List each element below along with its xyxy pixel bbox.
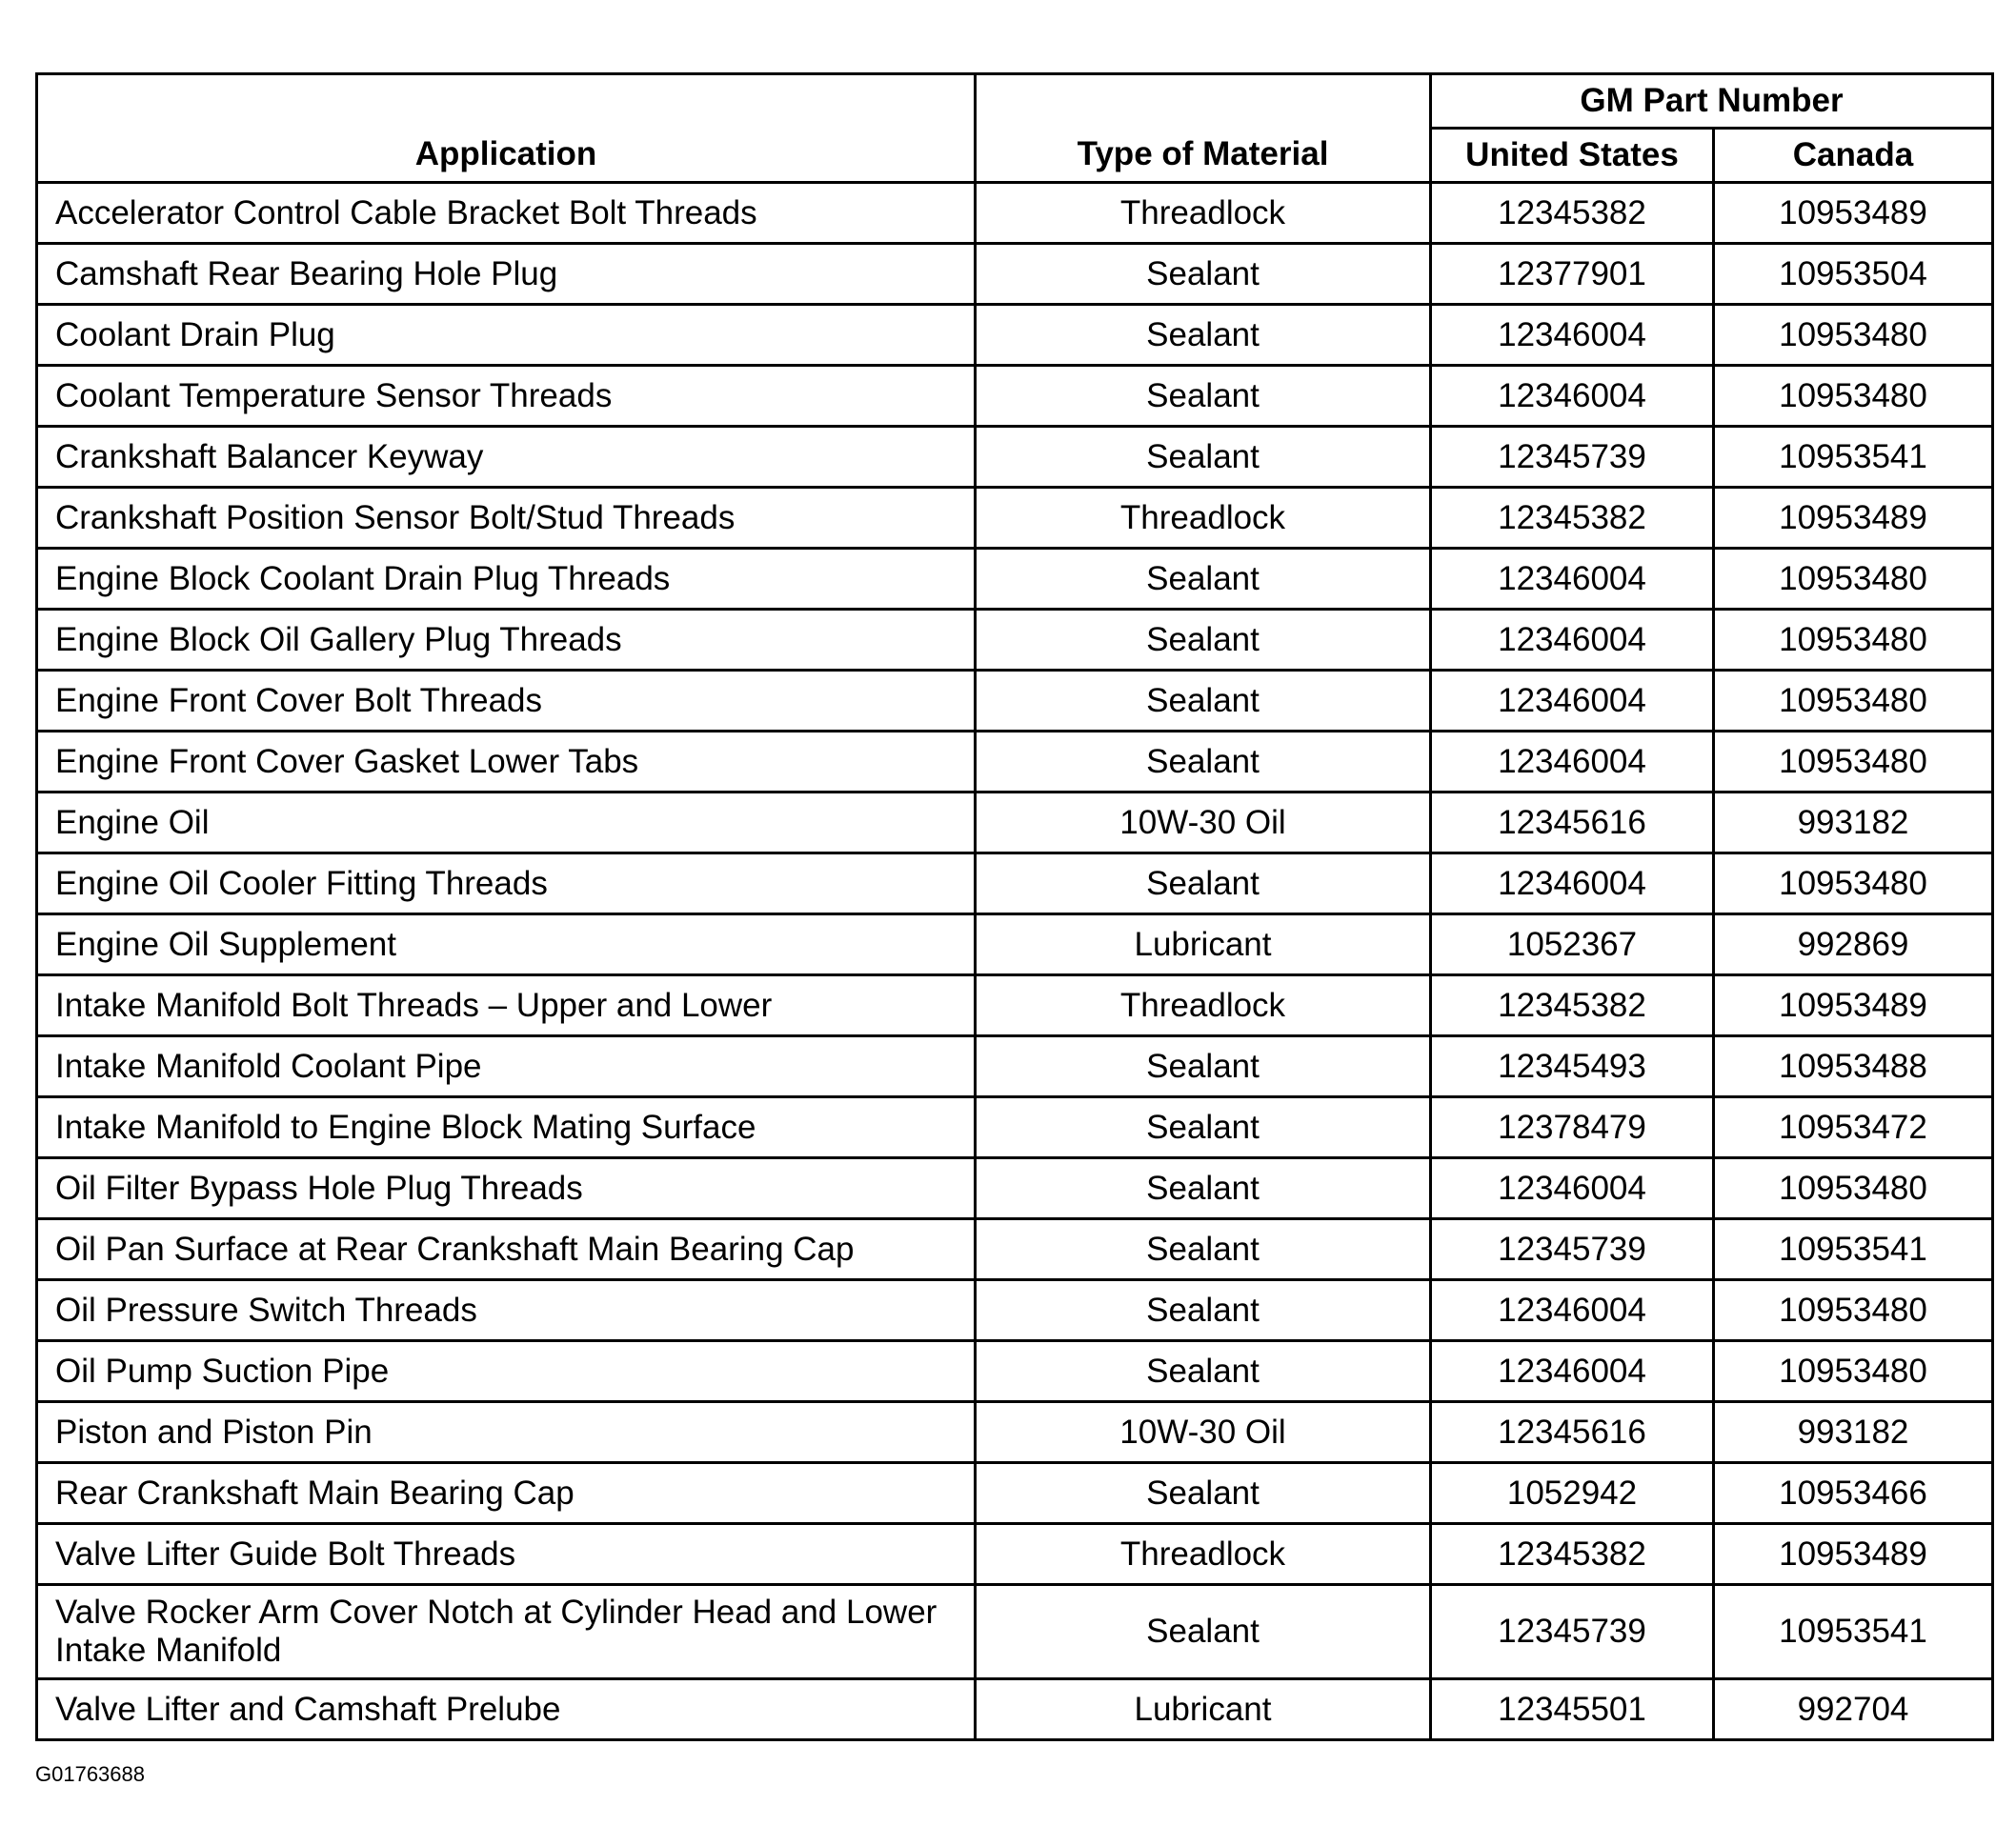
- table-row: [37, 1402, 1993, 1463]
- header-united-states: United States: [1431, 129, 1714, 183]
- table-row: [37, 1463, 1993, 1524]
- table-row: [37, 793, 1993, 853]
- canada-part-number-cell: 10953480: [1714, 305, 1993, 366]
- table-row: [37, 1158, 1993, 1219]
- application-cell: Valve Rocker Arm Cover Notch at Cylinder Head and Lower Intake Manifold: [37, 1585, 976, 1679]
- us-part-number-cell: 12346004: [1431, 1158, 1714, 1219]
- canada-part-number-cell: 10953541: [1714, 427, 1993, 488]
- canada-part-number-cell: 993182: [1714, 1402, 1993, 1463]
- canada-part-number-cell: 10953480: [1714, 610, 1993, 671]
- us-part-number-cell: 12345493: [1431, 1036, 1714, 1097]
- application-cell: Engine Oil Supplement: [37, 914, 976, 975]
- application-cell: Oil Pan Surface at Rear Crankshaft Main Bearing Cap: [37, 1219, 976, 1280]
- material-cell: Sealant: [976, 244, 1431, 305]
- table-row: [37, 975, 1993, 1036]
- canada-part-number-cell: 10953480: [1714, 732, 1993, 793]
- table-row: [37, 1280, 1993, 1341]
- us-part-number-cell: 12345382: [1431, 975, 1714, 1036]
- table-row: [37, 853, 1993, 914]
- material-cell: Sealant: [976, 305, 1431, 366]
- table-row: [37, 1341, 1993, 1402]
- application-cell: Coolant Temperature Sensor Threads: [37, 366, 976, 427]
- table-row: [37, 366, 1993, 427]
- canada-part-number-cell: 10953480: [1714, 671, 1993, 732]
- table-row: [37, 610, 1993, 671]
- application-cell: Engine Front Cover Bolt Threads: [37, 671, 976, 732]
- canada-part-number-cell: 10953541: [1714, 1219, 1993, 1280]
- table-row: [37, 671, 1993, 732]
- material-cell: Sealant: [976, 1463, 1431, 1524]
- application-cell: Oil Pressure Switch Threads: [37, 1280, 976, 1341]
- header-canada: Canada: [1714, 129, 1993, 183]
- application-cell: Camshaft Rear Bearing Hole Plug: [37, 244, 976, 305]
- canada-part-number-cell: 10953480: [1714, 1158, 1993, 1219]
- application-cell: Engine Oil Cooler Fitting Threads: [37, 853, 976, 914]
- material-cell: Sealant: [976, 1158, 1431, 1219]
- table-row: [37, 1585, 1993, 1679]
- application-cell: Engine Block Oil Gallery Plug Threads: [37, 610, 976, 671]
- table-row: [37, 183, 1993, 244]
- us-part-number-cell: 12346004: [1431, 366, 1714, 427]
- application-cell: Intake Manifold Coolant Pipe: [37, 1036, 976, 1097]
- canada-part-number-cell: 10953489: [1714, 975, 1993, 1036]
- application-cell: Accelerator Control Cable Bracket Bolt Threads: [37, 183, 976, 244]
- material-cell: Sealant: [976, 671, 1431, 732]
- application-cell: Valve Lifter and Camshaft Prelube: [37, 1679, 976, 1740]
- us-part-number-cell: 12346004: [1431, 671, 1714, 732]
- us-part-number-cell: 12345382: [1431, 488, 1714, 549]
- application-cell: Oil Pump Suction Pipe: [37, 1341, 976, 1402]
- application-cell: Rear Crankshaft Main Bearing Cap: [37, 1463, 976, 1524]
- material-cell: Sealant: [976, 853, 1431, 914]
- table-row: [37, 244, 1993, 305]
- canada-part-number-cell: 992704: [1714, 1679, 1993, 1740]
- table-row: [37, 488, 1993, 549]
- canada-part-number-cell: 10953480: [1714, 366, 1993, 427]
- material-cell: Threadlock: [976, 488, 1431, 549]
- application-cell: Valve Lifter Guide Bolt Threads: [37, 1524, 976, 1585]
- material-cell: Threadlock: [976, 183, 1431, 244]
- material-cell: Sealant: [976, 427, 1431, 488]
- us-part-number-cell: 12346004: [1431, 549, 1714, 610]
- us-part-number-cell: 12345616: [1431, 793, 1714, 853]
- table-row: [37, 732, 1993, 793]
- us-part-number-cell: 1052367: [1431, 914, 1714, 975]
- canada-part-number-cell: 10953489: [1714, 488, 1993, 549]
- canada-part-number-cell: 10953480: [1714, 1280, 1993, 1341]
- us-part-number-cell: 12345616: [1431, 1402, 1714, 1463]
- application-cell: Crankshaft Balancer Keyway: [37, 427, 976, 488]
- table-row: [37, 1097, 1993, 1158]
- table-row: [37, 427, 1993, 488]
- us-part-number-cell: 12345739: [1431, 1219, 1714, 1280]
- us-part-number-cell: 12346004: [1431, 610, 1714, 671]
- canada-part-number-cell: 10953541: [1714, 1585, 1993, 1679]
- canada-part-number-cell: 10953480: [1714, 549, 1993, 610]
- material-cell: Sealant: [976, 1280, 1431, 1341]
- material-cell: Lubricant: [976, 1679, 1431, 1740]
- material-cell: Sealant: [976, 1036, 1431, 1097]
- application-cell: Intake Manifold to Engine Block Mating Surface: [37, 1097, 976, 1158]
- canada-part-number-cell: 10953480: [1714, 853, 1993, 914]
- us-part-number-cell: 12345501: [1431, 1679, 1714, 1740]
- material-cell: Threadlock: [976, 1524, 1431, 1585]
- canada-part-number-cell: 10953489: [1714, 183, 1993, 244]
- header-row-top: [37, 74, 1993, 129]
- figure-id: G01763688: [35, 1762, 145, 1786]
- table-body: [37, 183, 1993, 1740]
- application-cell: Piston and Piston Pin: [37, 1402, 976, 1463]
- header-application: Application: [37, 74, 976, 183]
- canada-part-number-cell: 10953466: [1714, 1463, 1993, 1524]
- canada-part-number-cell: 10953480: [1714, 1341, 1993, 1402]
- canada-part-number-cell: 10953472: [1714, 1097, 1993, 1158]
- material-cell: Sealant: [976, 1585, 1431, 1679]
- canada-part-number-cell: 10953488: [1714, 1036, 1993, 1097]
- us-part-number-cell: 1052942: [1431, 1463, 1714, 1524]
- canada-part-number-cell: 10953504: [1714, 244, 1993, 305]
- us-part-number-cell: 12377901: [1431, 244, 1714, 305]
- canada-part-number-cell: 992869: [1714, 914, 1993, 975]
- table-row: [37, 1219, 1993, 1280]
- application-cell: Intake Manifold Bolt Threads – Upper and Lower: [37, 975, 976, 1036]
- us-part-number-cell: 12345739: [1431, 1585, 1714, 1679]
- material-cell: Lubricant: [976, 914, 1431, 975]
- table-row: [37, 1036, 1993, 1097]
- material-cell: Sealant: [976, 366, 1431, 427]
- application-cell: Engine Front Cover Gasket Lower Tabs: [37, 732, 976, 793]
- us-part-number-cell: 12346004: [1431, 1280, 1714, 1341]
- parts-table-container: [35, 72, 1991, 1741]
- table-row: [37, 549, 1993, 610]
- application-cell: Oil Filter Bypass Hole Plug Threads: [37, 1158, 976, 1219]
- us-part-number-cell: 12345739: [1431, 427, 1714, 488]
- us-part-number-cell: 12346004: [1431, 853, 1714, 914]
- application-cell: Engine Oil: [37, 793, 976, 853]
- material-cell: Sealant: [976, 1341, 1431, 1402]
- header-type-of-material: Type of Material: [976, 74, 1431, 183]
- material-cell: Sealant: [976, 549, 1431, 610]
- us-part-number-cell: 12345382: [1431, 183, 1714, 244]
- material-cell: Sealant: [976, 610, 1431, 671]
- us-part-number-cell: 12346004: [1431, 1341, 1714, 1402]
- sealants-adhesives-lubricants-table: [35, 72, 1994, 1741]
- material-cell: Sealant: [976, 1097, 1431, 1158]
- table-row: [37, 914, 1993, 975]
- canada-part-number-cell: 993182: [1714, 793, 1993, 853]
- application-cell: Crankshaft Position Sensor Bolt/Stud Threads: [37, 488, 976, 549]
- canada-part-number-cell: 10953489: [1714, 1524, 1993, 1585]
- table-header: [37, 74, 1993, 183]
- application-cell: Engine Block Coolant Drain Plug Threads: [37, 549, 976, 610]
- material-cell: 10W-30 Oil: [976, 793, 1431, 853]
- us-part-number-cell: 12346004: [1431, 732, 1714, 793]
- material-cell: Threadlock: [976, 975, 1431, 1036]
- us-part-number-cell: 12346004: [1431, 305, 1714, 366]
- table-row: [37, 305, 1993, 366]
- material-cell: 10W-30 Oil: [976, 1402, 1431, 1463]
- application-cell: Coolant Drain Plug: [37, 305, 976, 366]
- material-cell: Sealant: [976, 732, 1431, 793]
- table-row: [37, 1679, 1993, 1740]
- us-part-number-cell: 12345382: [1431, 1524, 1714, 1585]
- table-row: [37, 1524, 1993, 1585]
- header-gm-part-number: GM Part Number: [1431, 74, 1993, 129]
- us-part-number-cell: 12378479: [1431, 1097, 1714, 1158]
- material-cell: Sealant: [976, 1219, 1431, 1280]
